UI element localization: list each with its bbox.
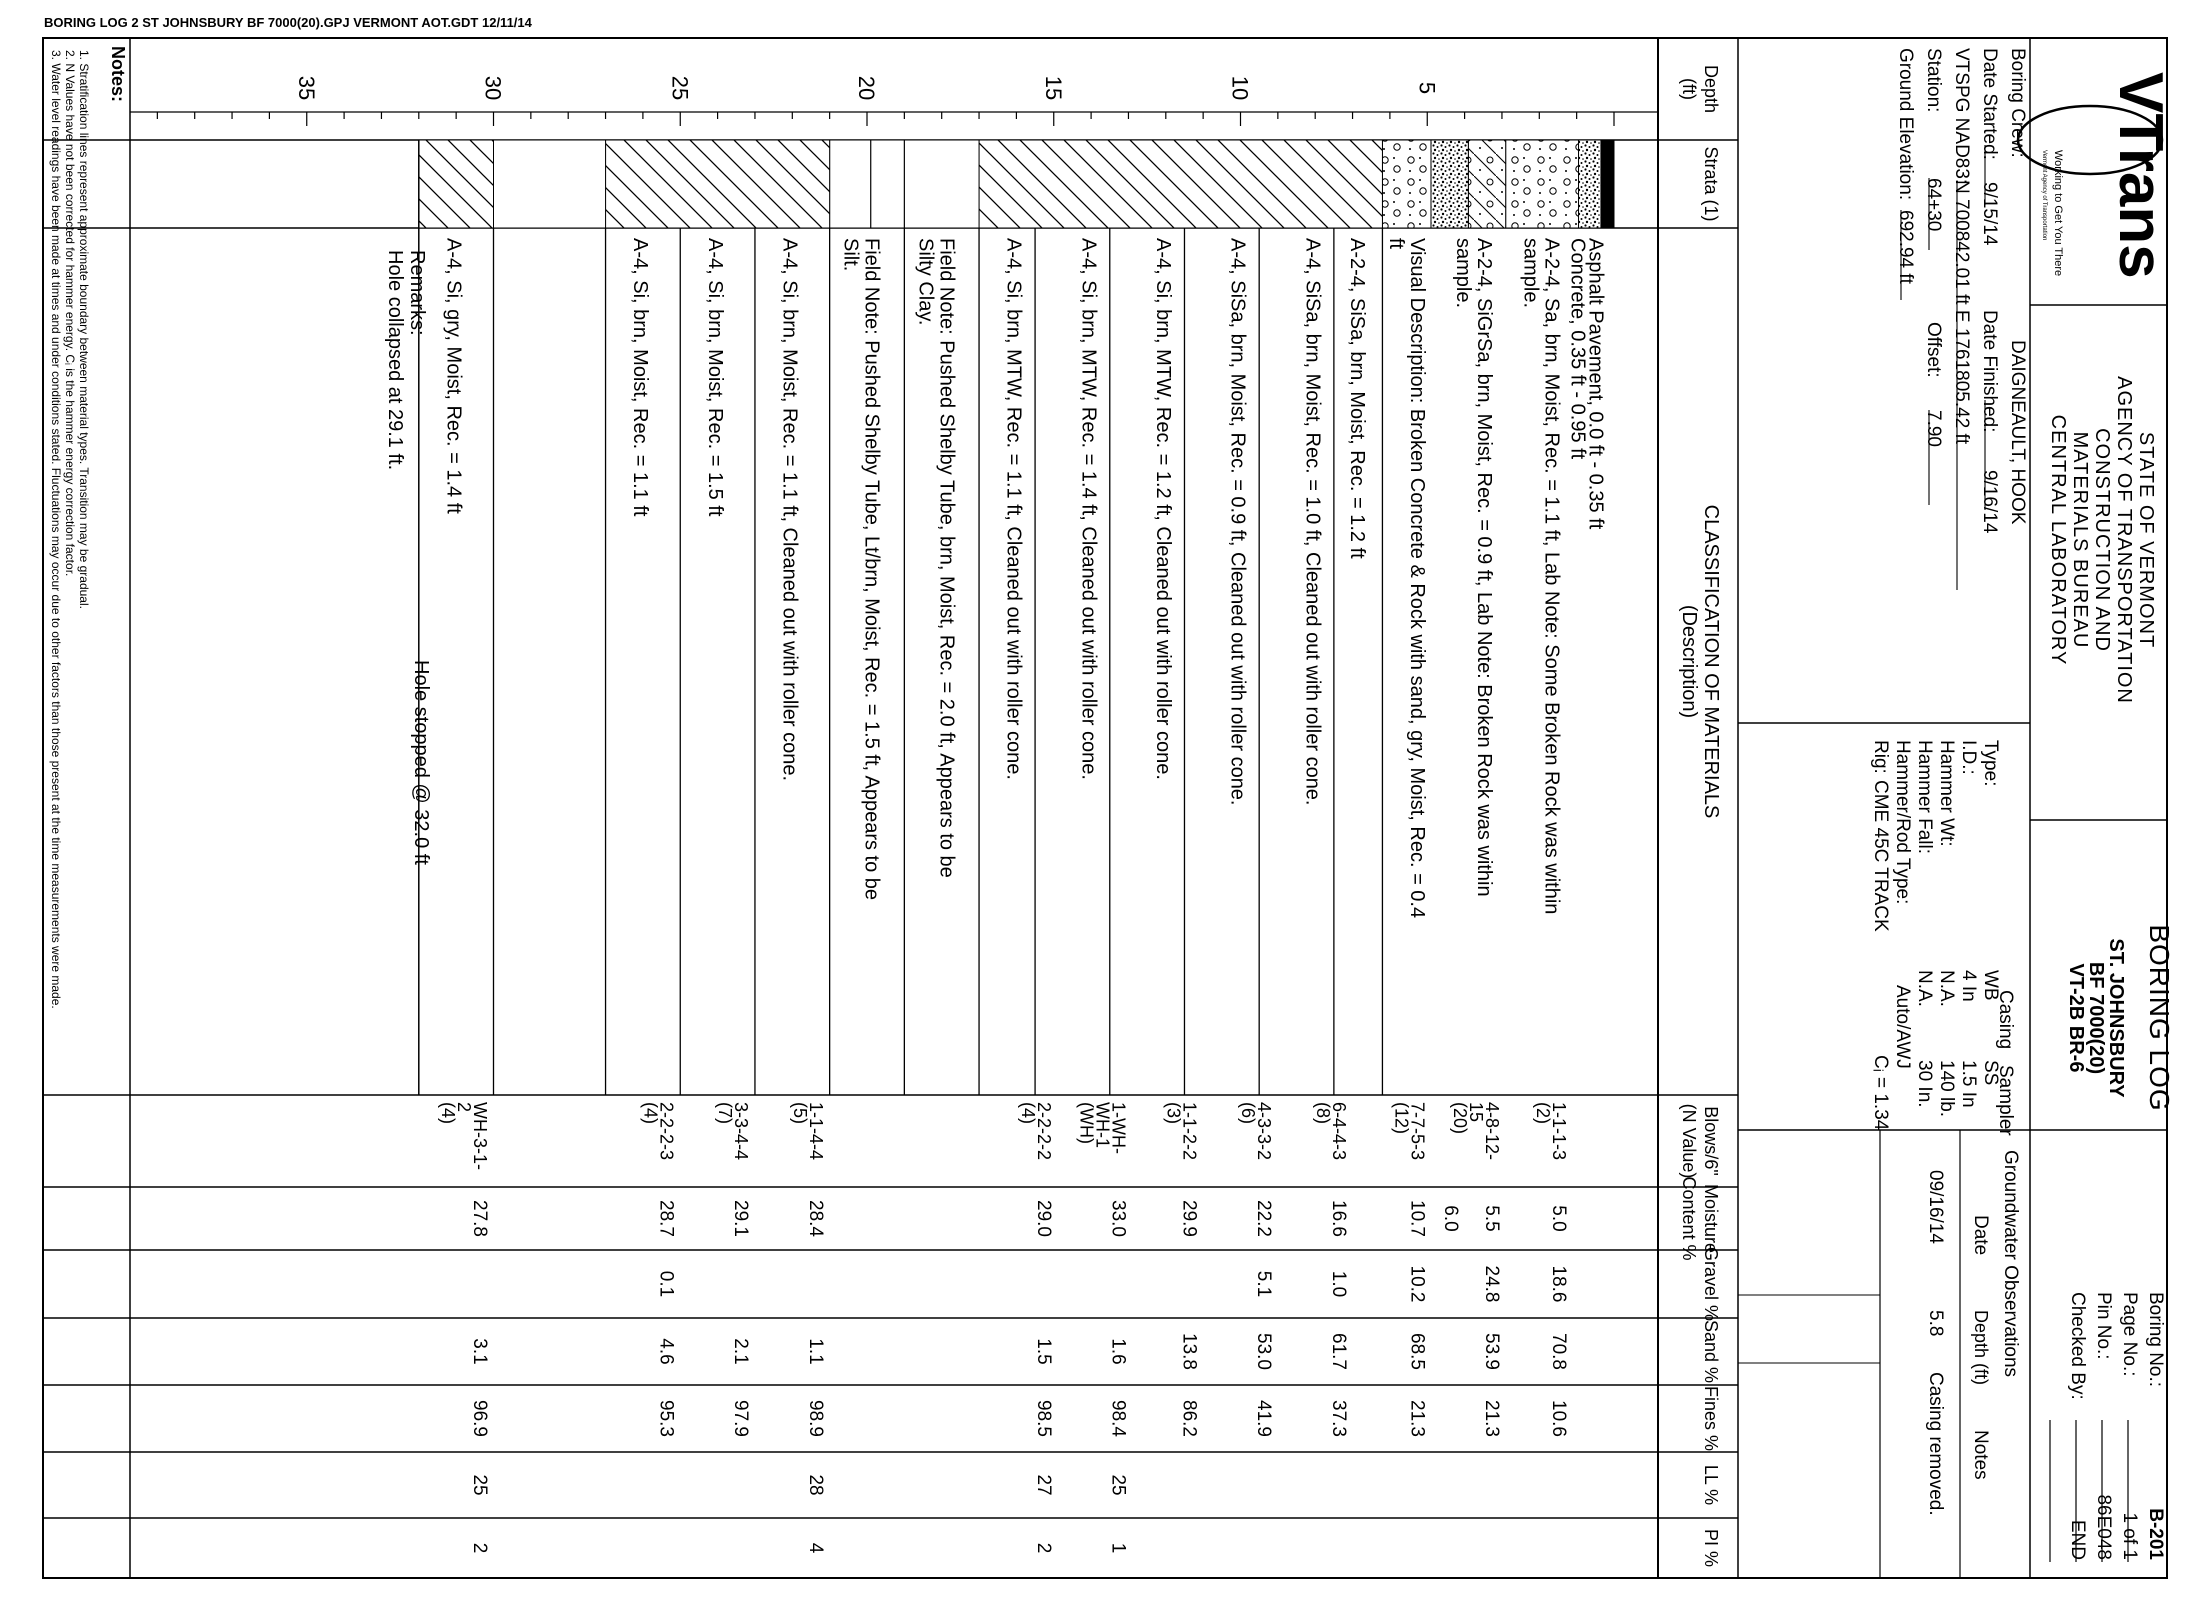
description-line: A-2-4, SiSa, brn, Moist, Rec. = 1.2 ft bbox=[1346, 238, 1369, 559]
moisture-value: 16.6 bbox=[1327, 1200, 1349, 1237]
moisture-value: 28.4 bbox=[804, 1200, 826, 1237]
fines-value: 21.3 bbox=[1406, 1400, 1428, 1437]
elevation-value: 692.94 ft bbox=[1895, 210, 1916, 284]
rod-type-label: Hammer/Rod Type: bbox=[1892, 740, 1913, 905]
note-line: 1. Stratification lines represent approximate boundary between material types. Transition may be gradual. bbox=[77, 50, 91, 609]
blow-count: 3-3-4-4 bbox=[731, 1102, 752, 1161]
blow-count: (12) bbox=[1391, 1102, 1412, 1135]
gw-notes-header: Notes bbox=[1970, 1430, 1991, 1480]
depth-label: 30 bbox=[480, 75, 506, 101]
gravel-value: 24.8 bbox=[1480, 1265, 1502, 1303]
blow-count: 1-1-2-2 bbox=[1179, 1102, 1200, 1161]
fines-value: 41.9 bbox=[1253, 1400, 1275, 1437]
blow-count: (WH) bbox=[1076, 1102, 1097, 1144]
checked-by-label: Checked By: bbox=[2067, 1292, 2088, 1400]
logo-subtag: Vermont Agency of Transportation bbox=[2041, 150, 2047, 241]
equipment-label: I.D.: bbox=[1958, 740, 1979, 775]
moisture-value: 29.0 bbox=[1032, 1200, 1054, 1237]
blow-count: (20) bbox=[1449, 1102, 1470, 1135]
classification-header: CLASSIFICATION OF MATERIALS bbox=[1700, 504, 1722, 819]
casing-value: N.A. bbox=[1914, 970, 1935, 1007]
blow-count: (5) bbox=[789, 1102, 810, 1124]
station-label: Station: bbox=[1923, 48, 1944, 113]
blow-count: (3) bbox=[1163, 1102, 1184, 1124]
log-title: BORING LOG bbox=[2144, 924, 2175, 1112]
pin-no-value: 86E048 bbox=[2093, 1494, 2114, 1560]
fines-value: 10.6 bbox=[1548, 1400, 1570, 1437]
notes-label: Notes: bbox=[108, 46, 128, 103]
depth-label: 35 bbox=[293, 75, 319, 101]
hole-stopped: Hole stopped @ 32.0 ft bbox=[409, 660, 432, 865]
note-line: 3. Water level readings have been made at times and under conditions stated. Fluctuations may occur due to other factors than those present at the time measurements were made. bbox=[49, 50, 63, 1009]
note-line: 2. N Values have not been corrected for hammer energy. Cᵢ is the hammer energy correction factor. bbox=[63, 50, 77, 577]
boring-no-label: Boring No.: bbox=[2145, 1292, 2166, 1388]
agency-line: AGENCY OF TRANSPORTATION bbox=[2113, 376, 2135, 704]
date-finished-value: 9/16/14 bbox=[1979, 470, 2000, 534]
rig-value: CME 45C TRACK bbox=[1870, 780, 1891, 932]
casing-value: 4 In bbox=[1958, 970, 1979, 1002]
classification-header: (Description) bbox=[1678, 604, 1700, 719]
sand-value: 1.6 bbox=[1107, 1338, 1129, 1365]
description-line: A-4, SiSa, brn, Moist, Rec. = 1.0 ft, Cleaned out with roller cone. bbox=[1301, 238, 1324, 806]
blow-count: (8) bbox=[1312, 1102, 1333, 1124]
strata-layer bbox=[1468, 140, 1505, 228]
blow-count: 1-WH- bbox=[1108, 1102, 1129, 1154]
depth-label: 15 bbox=[1040, 75, 1066, 101]
casing-header: Casing bbox=[1995, 990, 2016, 1050]
description-line: A-4, Si, brn, MTW, Rec. = 1.4 ft, Cleaned out with roller cone. bbox=[1077, 238, 1100, 780]
sampler-value: 140 lb. bbox=[1936, 1060, 1957, 1118]
blow-count: (7) bbox=[715, 1102, 736, 1124]
blow-count: WH-1 bbox=[1092, 1102, 1113, 1148]
strata-layer bbox=[606, 140, 830, 228]
remarks-text: Hole collapsed at 29.1 ft. bbox=[383, 250, 406, 471]
moisture-value: 5.0 bbox=[1548, 1205, 1570, 1232]
gravel-value: 18.6 bbox=[1548, 1265, 1570, 1303]
project-line: VT-2B BR-6 bbox=[2065, 963, 2087, 1073]
blow-count: 2-2-2-3 bbox=[656, 1102, 677, 1161]
gw-notes: Casing removed. bbox=[1925, 1372, 1946, 1516]
sand-value: 53.9 bbox=[1480, 1333, 1502, 1370]
gravel-value: 1.0 bbox=[1327, 1270, 1349, 1298]
blows-header: (N Value) bbox=[1679, 1103, 1699, 1179]
logo-wordmark: VTrans bbox=[2106, 72, 2175, 279]
moisture-value: 22.2 bbox=[1253, 1200, 1275, 1237]
description-line: Field Note: Pushed Shelby Tube, brn, Moist, Rec. = 2.0 ft, Appears to be bbox=[935, 238, 958, 878]
fines-header: Fines % bbox=[1701, 1385, 1721, 1452]
agency-line: CENTRAL LABORATORY bbox=[2047, 414, 2069, 666]
blow-count: 7-7-5-3 bbox=[1407, 1102, 1428, 1161]
description-line: Silty Clay. bbox=[914, 238, 937, 326]
gravel-value: 0.1 bbox=[655, 1270, 677, 1298]
fines-value: 98.4 bbox=[1107, 1400, 1129, 1437]
description-line: Silt. bbox=[839, 238, 862, 272]
vtspg-label: VTSPG NAD83: bbox=[1951, 48, 1972, 185]
description-line: A-2-4, SiGrSa, brn, Moist, Rec. = 0.9 ft, Lab Note: Broken Rock was within bbox=[1473, 238, 1496, 897]
blow-count: (6) bbox=[1238, 1102, 1259, 1124]
strata-layer bbox=[979, 140, 1382, 228]
description-line: A-4, Si, brn, Moist, Rec. = 1.5 ft bbox=[703, 238, 726, 517]
gw-date: 09/16/14 bbox=[1925, 1170, 1946, 1244]
sand-value: 68.5 bbox=[1406, 1333, 1428, 1370]
pi-value: 4 bbox=[804, 1542, 826, 1554]
pi-header: PI % bbox=[1701, 1528, 1721, 1568]
description-line: sample. bbox=[1452, 238, 1475, 309]
boring-no-value: B-201 bbox=[2145, 1508, 2166, 1560]
offset-value: 7.90 bbox=[1923, 410, 1944, 447]
moisture-value: 28.7 bbox=[655, 1200, 677, 1237]
moisture-value: 29.9 bbox=[1178, 1200, 1200, 1237]
description-line: Visual Description: Broken Concrete & Rock with sand, gry, Moist, Rec. = 0.4 bbox=[1405, 238, 1428, 919]
fines-value: 98.5 bbox=[1032, 1400, 1054, 1437]
offset-label: Offset: bbox=[1923, 322, 1944, 378]
strata-layer bbox=[1382, 140, 1431, 228]
gw-depth-header: Depth (ft) bbox=[1971, 1310, 1991, 1386]
gravel-value: 10.2 bbox=[1406, 1265, 1428, 1303]
description-line: Asphalt Pavement, 0.0 ft - 0.35 ft bbox=[1584, 238, 1607, 530]
fines-value: 95.3 bbox=[655, 1400, 677, 1437]
vtspg-value: N 700842.01 ft E 1761805.42 ft bbox=[1951, 180, 1972, 445]
equipment-label: Hammer Wt: bbox=[1936, 740, 1957, 847]
description-line: Field Note: Pushed Shelby Tube, Lt/brn, Moist, Rec. = 1.5 ft, Appears to be bbox=[860, 238, 883, 901]
gravel-header: Gravel % bbox=[1701, 1246, 1721, 1322]
blow-count: 2-2-2-2 bbox=[1033, 1102, 1054, 1161]
strata-layer bbox=[1601, 140, 1614, 228]
moisture-value: 29.1 bbox=[730, 1200, 752, 1237]
fines-value: 98.9 bbox=[804, 1400, 826, 1437]
description-line: sample. bbox=[1519, 238, 1542, 309]
sand-value: 53.0 bbox=[1253, 1333, 1275, 1370]
gw-date-header: Date bbox=[1970, 1215, 1991, 1256]
rod-type-value: Auto/AWJ bbox=[1892, 985, 1913, 1069]
date-started-label: Date Started: bbox=[1979, 48, 2000, 160]
agency-line: CONSTRUCTION AND bbox=[2091, 428, 2113, 652]
page-frame bbox=[43, 38, 2167, 1578]
sand-value: 2.1 bbox=[730, 1338, 752, 1365]
sand-value: 4.6 bbox=[655, 1338, 677, 1365]
description-line: A-4, Si, brn, MTW, Rec. = 1.2 ft, Cleaned out with roller cone. bbox=[1152, 238, 1175, 780]
description-line: ft bbox=[1384, 238, 1407, 250]
fines-value: 37.3 bbox=[1327, 1400, 1349, 1437]
date-finished-label: Date Finished: bbox=[1979, 310, 2000, 433]
fines-value: 96.9 bbox=[468, 1400, 490, 1437]
log-sheet bbox=[43, 38, 2175, 1578]
moisture-value: 6.0 bbox=[1439, 1205, 1461, 1232]
blow-count: 1-1-1-3 bbox=[1549, 1102, 1570, 1161]
sand-value: 1.1 bbox=[804, 1338, 826, 1365]
depth-label: 5 bbox=[1414, 81, 1440, 95]
strata-layer bbox=[1579, 140, 1601, 228]
strata-layer bbox=[419, 140, 494, 228]
moisture-value: 27.8 bbox=[468, 1200, 490, 1237]
project-line: BF 7000(20) bbox=[2085, 961, 2107, 1075]
blow-count: WH-3-1- bbox=[469, 1102, 490, 1170]
blow-count: 1-1-4-4 bbox=[805, 1102, 826, 1161]
fines-value: 21.3 bbox=[1480, 1400, 1502, 1437]
pin-no-label: Pin No.: bbox=[2093, 1292, 2114, 1360]
description-line: Concrete, 0.35 ft - 0.95 ft bbox=[1566, 238, 1589, 460]
pi-value: 2 bbox=[1032, 1542, 1054, 1554]
blow-count: 15 bbox=[1465, 1102, 1486, 1123]
blow-count: (4) bbox=[1017, 1102, 1038, 1124]
file-header-line: BORING LOG 2 ST JOHNSBURY BF 7000(20).GPJ VERMONT AOT.GDT 12/11/14 bbox=[44, 15, 532, 30]
sand-value: 3.1 bbox=[468, 1338, 490, 1365]
strata-layer bbox=[1506, 140, 1579, 228]
logo-tagline: Working to Get You There bbox=[2052, 150, 2064, 277]
description-line: A-2-4, Sa, brn, Moist, Rec. = 1.1 ft, Lab Note: Some Broken Rock was within bbox=[1540, 238, 1563, 915]
project-line: ST. JOHNSBURY bbox=[2105, 938, 2127, 1098]
crew-value: DAIGNEAULT, HOOK bbox=[2007, 340, 2028, 525]
sand-value: 70.8 bbox=[1548, 1333, 1570, 1370]
depth-label: 25 bbox=[667, 75, 693, 101]
blow-count: (4) bbox=[437, 1102, 458, 1124]
page-no-value: 1 of 1 bbox=[2119, 1512, 2140, 1560]
date-started-value: 9/15/14 bbox=[1979, 182, 2000, 246]
strata-header: Strata (1) bbox=[1701, 146, 1721, 222]
ll-value: 25 bbox=[468, 1474, 490, 1496]
blow-count: 2 bbox=[453, 1102, 474, 1113]
checked-by-value: END bbox=[2067, 1519, 2088, 1560]
depth-label: 10 bbox=[1227, 75, 1253, 101]
groundwater-title: Groundwater Observations bbox=[2000, 1150, 2021, 1378]
blow-count: 4-8-12- bbox=[1481, 1102, 1502, 1161]
moisture-value: 5.5 bbox=[1480, 1205, 1502, 1232]
sand-header: Sand % bbox=[1701, 1319, 1721, 1384]
moisture-value: 33.0 bbox=[1107, 1200, 1129, 1237]
sand-value: 13.8 bbox=[1178, 1333, 1200, 1370]
moisture-header: Content % bbox=[1679, 1176, 1699, 1261]
page-no-label: Page No.: bbox=[2119, 1292, 2140, 1377]
sand-value: 1.5 bbox=[1032, 1338, 1054, 1365]
casing-value: WB bbox=[1980, 970, 2001, 1001]
ll-value: 28 bbox=[804, 1474, 826, 1496]
rig-label: Rig: bbox=[1870, 740, 1891, 774]
description-line: A-4, Si, brn, MTW, Rec. = 1.1 ft, Cleaned out with roller cone. bbox=[1002, 238, 1025, 780]
agency-line: MATERIALS BUREAU bbox=[2069, 431, 2091, 649]
description-line: A-4, SiSa, brn, Moist, Rec. = 0.9 ft, Cleaned out with roller cone. bbox=[1226, 238, 1249, 806]
station-value: 64+30 bbox=[1923, 178, 1944, 232]
sampler-value: 30 In. bbox=[1914, 1060, 1935, 1108]
equipment-label: Hammer Fall: bbox=[1914, 740, 1935, 855]
description-line: A-4, Si, gry, Moist, Rec. = 1.4 ft bbox=[442, 238, 465, 514]
blow-count: 6-4-4-3 bbox=[1328, 1102, 1349, 1161]
equipment-label: Type: bbox=[1980, 740, 2001, 787]
blow-count: (2) bbox=[1533, 1102, 1554, 1124]
description-line: A-4, Si, brn, Moist, Rec. = 1.1 ft bbox=[629, 238, 652, 517]
sampler-value: SS bbox=[1980, 1060, 2001, 1086]
depth-header: Depth bbox=[1701, 64, 1721, 114]
ll-value: 27 bbox=[1032, 1474, 1054, 1496]
moisture-value: 10.7 bbox=[1406, 1200, 1428, 1237]
fines-value: 86.2 bbox=[1178, 1400, 1200, 1437]
sampler-header: Sampler bbox=[1995, 1065, 2016, 1136]
gw-depth: 5.8 bbox=[1925, 1310, 1946, 1337]
gravel-value: 5.1 bbox=[1253, 1270, 1275, 1298]
strata-layer bbox=[494, 140, 606, 228]
sand-value: 61.7 bbox=[1327, 1333, 1349, 1370]
casing-value: N.A. bbox=[1936, 970, 1957, 1007]
moisture-header: Moisture bbox=[1701, 1183, 1721, 1254]
blow-count: (4) bbox=[640, 1102, 661, 1124]
hammer-correction: Cᵢ = 1.34 bbox=[1870, 1055, 1891, 1131]
strata-layer bbox=[1431, 140, 1468, 228]
fines-value: 97.9 bbox=[730, 1400, 752, 1437]
crew-label: Boring Crew: bbox=[2007, 48, 2028, 158]
remarks-label: Remarks: bbox=[405, 250, 428, 336]
sampler-value: 1.5 In bbox=[1958, 1060, 1979, 1108]
blows-header: Blows/6" bbox=[1701, 1106, 1721, 1176]
ll-value: 25 bbox=[1107, 1474, 1129, 1496]
depth-label: 20 bbox=[854, 75, 879, 101]
agency-line: STATE OF VERMONT bbox=[2135, 431, 2157, 649]
depth-header: (ft) bbox=[1679, 78, 1699, 100]
elevation-label: Ground Elevation: bbox=[1895, 48, 1916, 201]
ll-header: LL % bbox=[1701, 1464, 1721, 1506]
description-line: A-4, Si, brn, Moist, Rec. = 1.1 ft, Cleaned out with roller cone. bbox=[778, 238, 801, 782]
pi-value: 1 bbox=[1107, 1542, 1129, 1554]
pi-value: 2 bbox=[468, 1542, 490, 1554]
blow-count: 4-3-3-2 bbox=[1254, 1102, 1275, 1161]
